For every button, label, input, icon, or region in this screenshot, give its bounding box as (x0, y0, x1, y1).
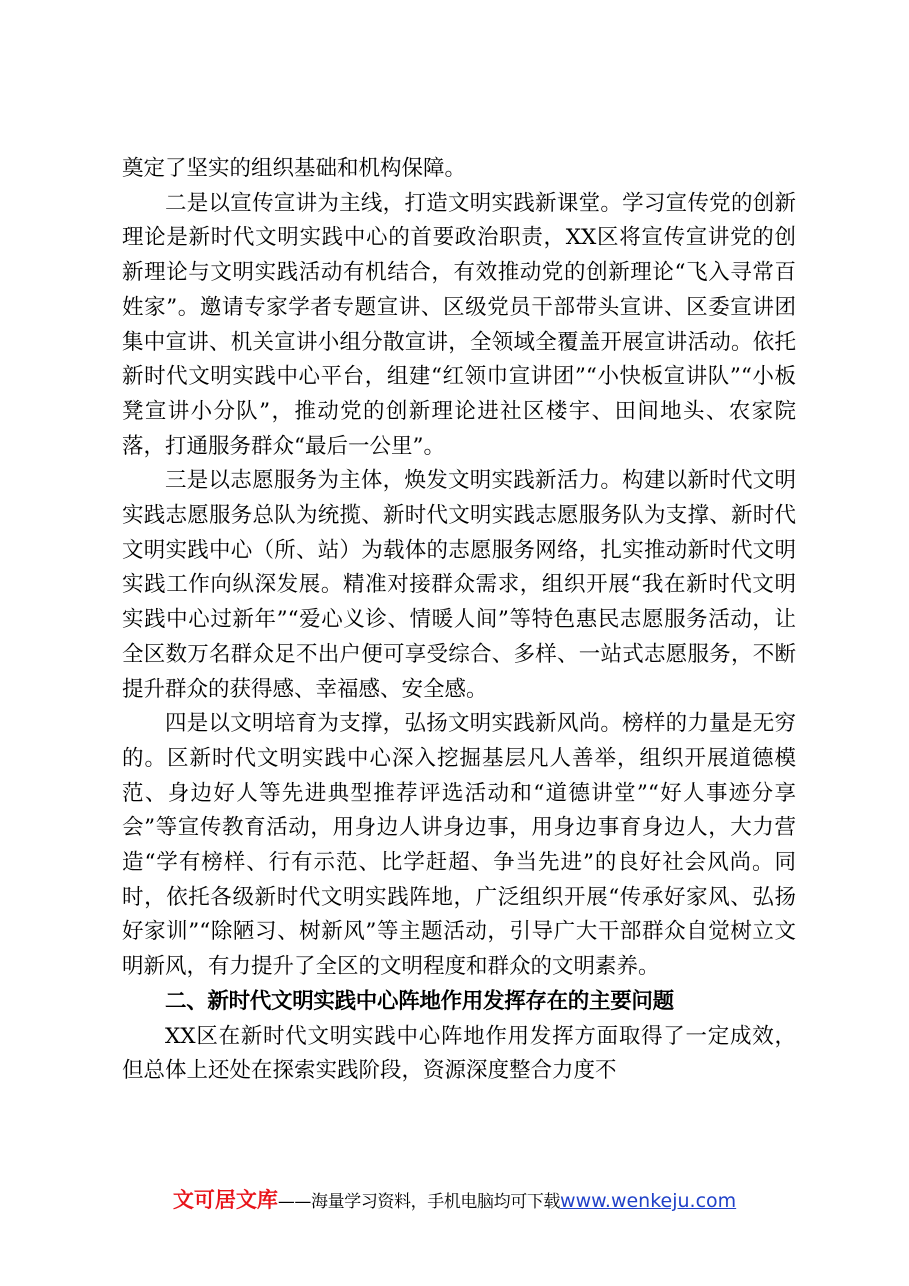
document-body (122, 152, 796, 1089)
paragraph-problems: XX区在新时代文明实践中心阵地作用发挥方面取得了一定成效，但总体上还处在探索实践阶段，资源深度整合力度不 (122, 1023, 796, 1084)
paragraph-propaganda: 二是以宣传宣讲为主线，打造文明实践新课堂。学习宣传党的创新理论是新时代文明实践中心的首要政治职责，XX区将宣传宣讲党的创新理论与文明实践活动有机结合，有效推动党的创新理论“飞入寻常百姓家”。邀请专家学者专题宣讲、区级党员干部带头宣讲、区委宣讲团集中宣讲、机关宣讲小组分散宣讲，全领域全覆盖开展宣讲活动。依托新时代文明实践中心平台，组建“红领巾宣讲团”“小快板宣讲队”“小板凳宣讲小分队”，推动党的创新理论进社区楼宇、田间地头、农家院落，打通服务群众“最后一公里”。 (122, 190, 796, 459)
footer-description: ——海量学习资料，手机电脑均可下载 (277, 1192, 561, 1212)
footer-url-link[interactable]: www.wenkeju.com (560, 1190, 737, 1212)
section-heading: 二、新时代文明实践中心阵地作用发挥存在的主要问题 (165, 988, 674, 1014)
footer-brand: 文可居文库 (172, 1188, 278, 1212)
footer-banner (0, 1184, 909, 1214)
paragraph-continued: 奠定了坚实的组织基础和机构保障。 (122, 156, 467, 181)
paragraph-volunteer: 三是以志愿服务为主体，焕发文明实践新活力。构建以新时代文明实践志愿服务总队为统揽、新时代文明实践志愿服务队为支撑、新时代文明实践中心（所、站）为载体的志愿服务网络，扎实推动新时代文明实践工作向纵深发展。精准对接群众需求，组织开展“我在新时代文明实践中心过新年”“爱心义诊、情暖人间”等特色惠民志愿服务活动，让全区数万名群众足不出户便可享受综合、多样、一站式志愿服务，不断提升群众的获得感、幸福感、安全感。 (122, 468, 796, 702)
paragraph-civilization: 四是以文明培育为支撑，弘扬文明实践新风尚。榜样的力量是无穷的。区新时代文明实践中心深入挖掘基层凡人善举，组织开展道德模范、身边好人等先进典型推荐评选活动和“道德讲堂”“好人事迹分享会”等宣传教育活动，用身边人讲身边事，用身边事育身边人，大力营造“学有榜样、行有示范、比学赶超、争当先进”的良好社会风尚。同时，依托各级新时代文明实践阵地，广泛组织开展“传承好家风、弘扬好家训”“除陋习、树新风”等主题活动，引导广大干部群众自觉树立文明新风，有力提升了全区的文明程度和群众的文明素养。 (122, 711, 796, 980)
